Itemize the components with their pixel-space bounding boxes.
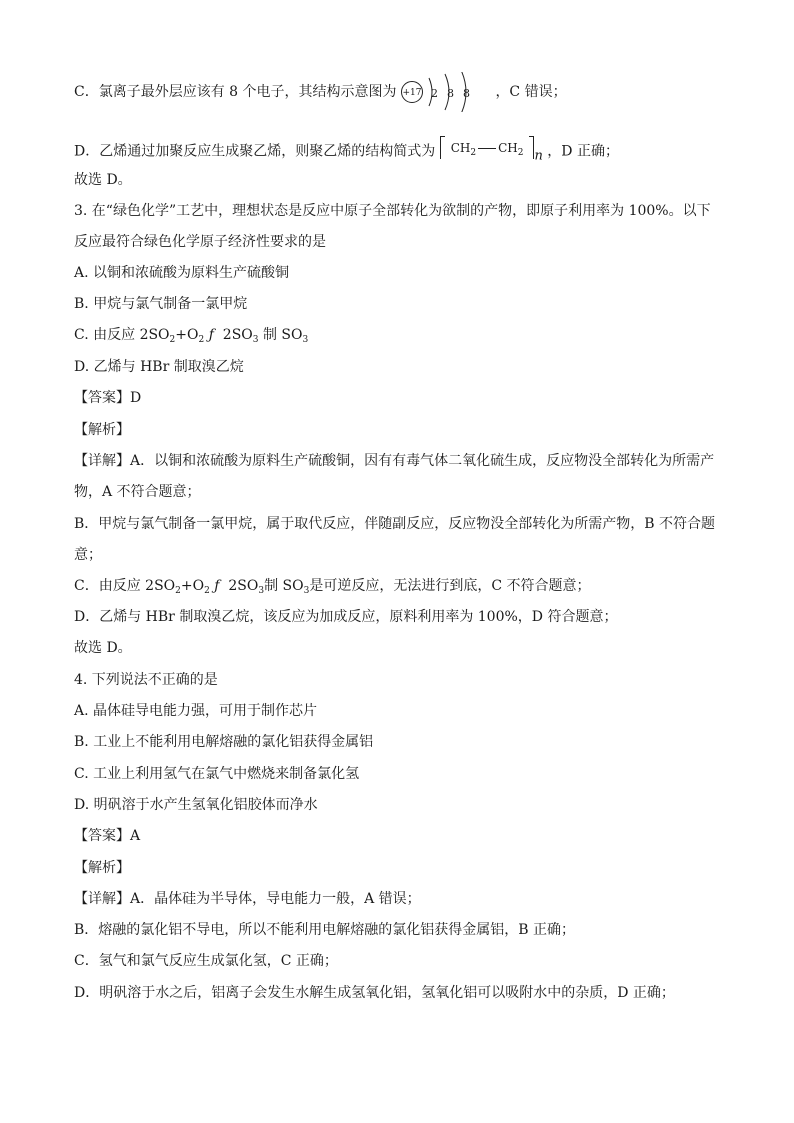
- subscript: 2: [198, 335, 205, 345]
- line-text: 是可逆反应，无法进行到底，C 不符合题意；: [309, 578, 591, 594]
- subscript: 2: [470, 147, 477, 158]
- line-text: ，C 错误；: [495, 84, 567, 100]
- line-text: 2SO: [228, 578, 259, 594]
- detail-line: [74, 576, 591, 601]
- atom-nucleus: +17: [401, 81, 423, 103]
- repeat-n: n: [534, 148, 543, 164]
- text-line: [74, 136, 619, 167]
- subscript: 2: [169, 335, 176, 345]
- answer-label: 【答案】A: [74, 828, 141, 844]
- option-c: [74, 325, 308, 350]
- shell-electron-count: 2: [430, 87, 438, 100]
- option-d: D. 明矾溶于水产生氢氧化铝胶体而净水: [74, 797, 318, 813]
- detail-line: D．乙烯与 HBr 制取溴乙烷，该反应为加成反应，原料利用率为 100%，D 符合题意；: [74, 609, 618, 625]
- line-text: C．氯离子最外层应该有 8 个电子，其结构示意图为: [74, 84, 397, 100]
- text-line: 故选 D。: [74, 172, 132, 188]
- formula-unit: CH: [450, 140, 471, 155]
- detail-line: 【详解】A．晶体硅为半导体，导电能力一般，A 错误；: [74, 891, 421, 907]
- atom-structure-diagram: [401, 82, 491, 102]
- line-text: 2SO: [222, 327, 253, 343]
- subscript: 2: [517, 147, 524, 158]
- line-text: D．乙烯通过加聚反应生成聚乙烯，则聚乙烯的结构简式为: [74, 143, 436, 160]
- subscript: 3: [252, 335, 259, 345]
- text-line: [74, 82, 567, 102]
- question-4: 4. 下列说法不正确的是: [74, 672, 218, 688]
- analysis-label: 【解析】: [74, 422, 130, 438]
- option-b: B. 工业上不能利用电解熔融的氯化铝获得金属铝: [74, 734, 374, 750]
- line-text: ，D 正确；: [547, 143, 619, 160]
- subscript: 3: [302, 335, 309, 345]
- reaction-arrow-glyph: ƒ: [208, 327, 214, 343]
- line-text: +O: [175, 327, 199, 343]
- reaction-arrow-glyph: ƒ: [214, 578, 220, 594]
- subscript: 3: [303, 586, 310, 596]
- detail-line: B．甲烷与氯气制备一氯甲烷，属于取代反应，伴随副反应，反应物没全部转化为所需产物，B 不符合题: [74, 516, 716, 532]
- formula-unit: CH: [498, 140, 518, 155]
- question-3: 3. 在“绿色化学”工艺中，理想状态是反应中原子全部转化为欲制的产物，即原子利用率为 100%。以下: [74, 203, 711, 219]
- option-d: D. 乙烯与 HBr 制取溴乙烷: [74, 359, 244, 375]
- option-b: B. 甲烷与氯气制备一氯甲烷: [74, 296, 248, 312]
- detail-line: 物，A 不符合题意；: [74, 484, 201, 500]
- polyethylene-formula: [440, 136, 543, 167]
- electron-shell-arcs: [401, 72, 491, 112]
- line-text: 制 SO: [262, 327, 303, 343]
- option-a: A. 晶体硅导电能力强，可用于制作芯片: [74, 703, 318, 719]
- subscript: 2: [204, 586, 210, 596]
- subscript: 2: [175, 586, 181, 596]
- line-text: 制 SO: [264, 578, 304, 594]
- option-a: A. 以铜和浓硫酸为原料生产硫酸铜: [74, 265, 290, 281]
- line-text: +O: [180, 578, 205, 594]
- subscript: 3: [258, 586, 265, 596]
- detail-line: 【详解】A．以铜和浓硫酸为原料生产硫酸铜，因有有毒气体二氧化硫生成，反应物没全部转化为所需产: [74, 453, 715, 469]
- option-c: C. 工业上利用氢气在氯气中燃烧来制备氯化氢: [74, 766, 360, 782]
- text-line: 反应最符合绿色化学原子经济性要求的是: [74, 234, 326, 250]
- shell-electron-count: 8: [446, 87, 454, 100]
- detail-line: B．熔融的氯化铝不导电，所以不能利用电解熔融的氯化铝获得金属铝，B 正确；: [74, 922, 576, 938]
- detail-line: D．明矾溶于水之后，铝离子会发生水解生成氢氧化铝，氢氧化铝可以吸附水中的杂质，D 正确；: [74, 985, 675, 1001]
- line-text: C．由反应 2SO: [74, 578, 176, 594]
- text-line: 故选 D。: [74, 640, 132, 656]
- analysis-label: 【解析】: [74, 860, 130, 876]
- detail-line: C．氢气和氯气反应生成氯化氢，C 正确；: [74, 953, 338, 969]
- shell-electron-count: 8: [462, 87, 470, 100]
- detail-line: 意；: [74, 547, 102, 563]
- bond-line: [478, 148, 496, 149]
- answer-label: 【答案】D: [74, 390, 142, 406]
- line-text: C. 由反应 2SO: [74, 327, 170, 343]
